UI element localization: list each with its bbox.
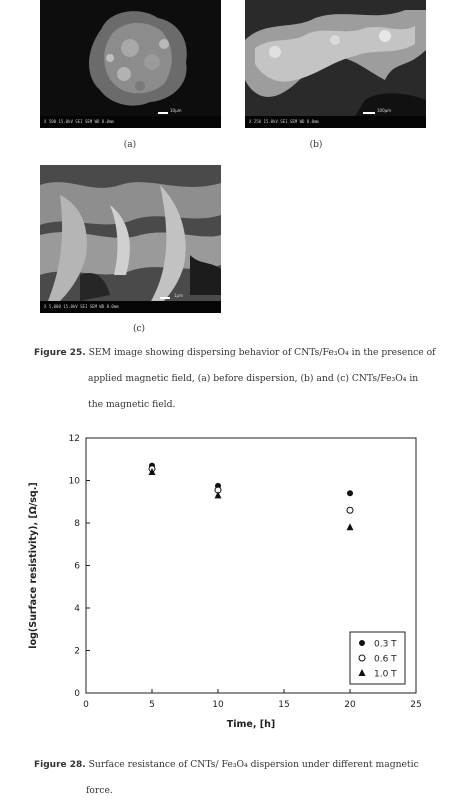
sem-scale-label: 1μm [174,293,183,298]
panel-label-c: (c) [132,324,146,334]
legend-marker [359,655,365,661]
y-tick-label: 10 [68,476,80,487]
data-point-06T [347,507,353,513]
sem-readout: X 5,000 15.0kV SEI SEM WD 8.0mm [44,304,119,309]
caption-line: force. [86,785,113,796]
sem-readout: X 500 15.0kV SEI SEM WD 8.0mm [44,119,114,124]
x-tick-label: 10 [212,700,224,710]
figure-28-label: Figure 28. [34,760,86,770]
figure-28-caption [34,752,459,804]
surface-resistivity-chart [0,425,463,735]
caption-line: SEM image showing dispersing behavior of CNTs/Fe₃O₄ in the presence of [88,347,436,358]
legend-label: 0.3 T [374,639,397,650]
y-tick-label: 12 [68,434,80,444]
panel-label-b: (b) [309,140,323,150]
y-axis-label: log(Surface resistivity), [Ω/sq.] [28,482,39,649]
figure-25-label: Figure 25. [34,348,86,358]
panel-label-a: (a) [123,140,137,150]
x-axis-label: Time, [h] [226,719,276,730]
legend-label: 0.6 T [374,654,397,665]
x-tick-label: 0 [83,700,89,710]
legend-marker [359,640,365,646]
caption-line: Surface resistance of CNTs/ Fe₃O₄ dispersion under different magnetic [88,759,419,770]
caption-line: applied magnetic field, (a) before dispersion, (b) and (c) CNTs/Fe₃O₄ in [88,373,419,384]
sem-scale-label: 100μm [377,108,392,113]
figure-25-caption [34,340,459,418]
y-tick-label: 8 [74,519,80,529]
y-tick-label: 2 [74,646,80,657]
y-tick-label: 0 [74,689,80,699]
sem-image-b [245,0,426,128]
y-tick-label: 6 [74,561,80,572]
x-tick-label: 15 [278,700,290,710]
sem-readout: X 250 15.0kV SEI SEM WD 8.0mm [249,119,319,124]
data-point-03T [347,490,353,496]
x-tick-label: 20 [344,700,356,710]
x-tick-label: 5 [149,700,155,710]
x-tick-label: 25 [410,700,422,710]
y-tick-label: 4 [74,604,80,614]
caption-line: the magnetic field. [88,399,176,410]
sem-image-c [40,165,221,313]
sem-image-a [40,0,221,128]
data-point-10T [347,523,354,530]
sem-scale-label: 10μm [170,108,182,113]
legend-label: 1.0 T [374,669,397,680]
